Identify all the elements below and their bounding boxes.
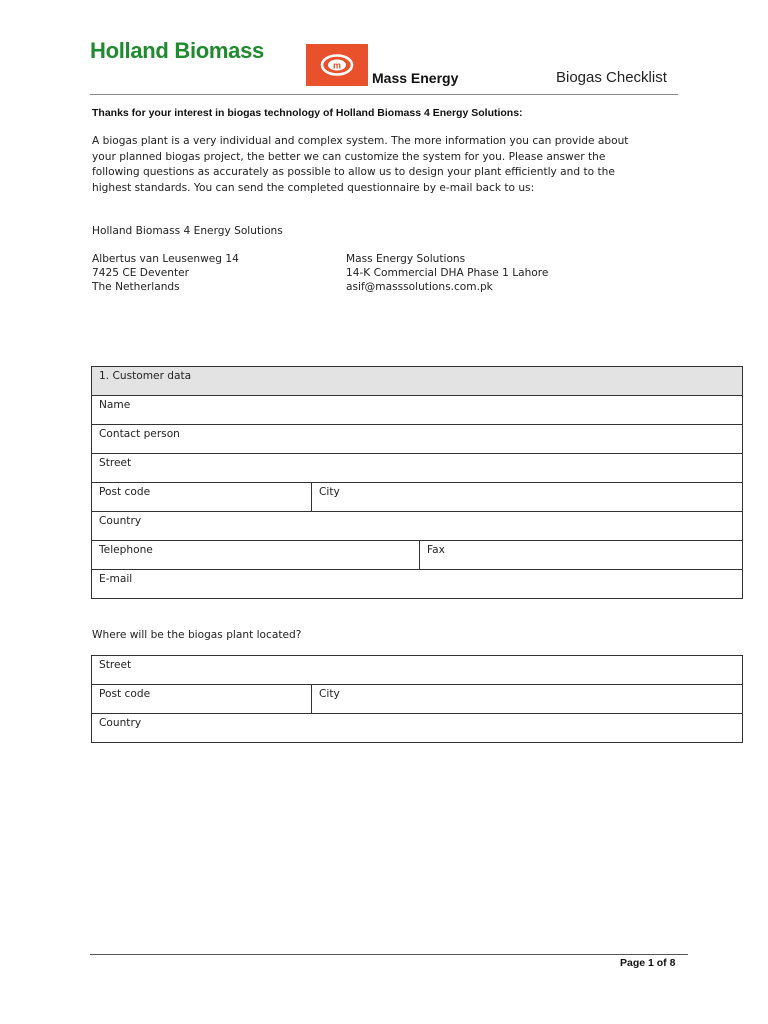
intro-line: following questions as accurately as possible to allow us to design your plant efficiently and to the (92, 166, 615, 178)
mass-energy-logo-icon (306, 44, 368, 86)
plant-location-table (91, 655, 743, 743)
country-field[interactable]: Country (92, 512, 743, 541)
header-divider (90, 94, 678, 95)
intro-line: your planned biogas project, the better we can customize the system for you. Please answer the (92, 150, 606, 163)
plant-city-field[interactable]: City (312, 685, 743, 714)
intro-line: A biogas plant is a very individual and complex system. The more information you can provide about (92, 135, 629, 147)
address-left (92, 252, 239, 294)
customer-data-table (91, 366, 743, 599)
plant-post-code-field[interactable]: Post code (92, 685, 312, 714)
intro-line: highest standards. You can send the completed questionnaire by e-mail back to us: (92, 181, 535, 194)
address-line: 7425 CE Deventer (92, 267, 189, 279)
page-number: Page 1 of 8 (620, 957, 676, 969)
location-question: Where will be the biogas plant located? (92, 629, 302, 641)
intro-heading: Thanks for your interest in biogas technology of Holland Biomass 4 Energy Solutions: (92, 107, 523, 119)
footer-divider (90, 954, 688, 955)
address-right (346, 252, 548, 294)
city-field[interactable]: City (312, 483, 743, 512)
document-title: Biogas Checklist (556, 69, 667, 86)
plant-country-field[interactable]: Country (92, 714, 743, 743)
address-line: 14-K Commercial DHA Phase 1 Lahore (346, 267, 549, 279)
post-code-field[interactable]: Post code (92, 483, 312, 512)
intro-paragraph (92, 134, 682, 196)
svg-text:m: m (332, 60, 342, 71)
contact-person-field[interactable]: Contact person (92, 425, 743, 454)
holland-biomass-logo-text: Holland Biomass (90, 38, 264, 63)
mass-energy-brand-text: Mass Energy (372, 70, 459, 86)
fax-field[interactable]: Fax (420, 541, 743, 570)
telephone-field[interactable]: Telephone (92, 541, 420, 570)
street-field[interactable]: Street (92, 454, 743, 483)
email-link[interactable]: asif@masssolutions.com.pk (346, 281, 493, 293)
address-line: The Netherlands (92, 281, 180, 293)
address-line: Albertus van Leusenweg 14 (92, 253, 239, 265)
name-field[interactable]: Name (92, 396, 743, 425)
customer-data-heading: 1. Customer data (92, 367, 743, 396)
plant-street-field[interactable]: Street (92, 656, 743, 685)
email-field[interactable]: E-mail (92, 570, 743, 599)
company-name: Holland Biomass 4 Energy Solutions (92, 225, 283, 237)
address-line: Mass Energy Solutions (346, 253, 466, 265)
